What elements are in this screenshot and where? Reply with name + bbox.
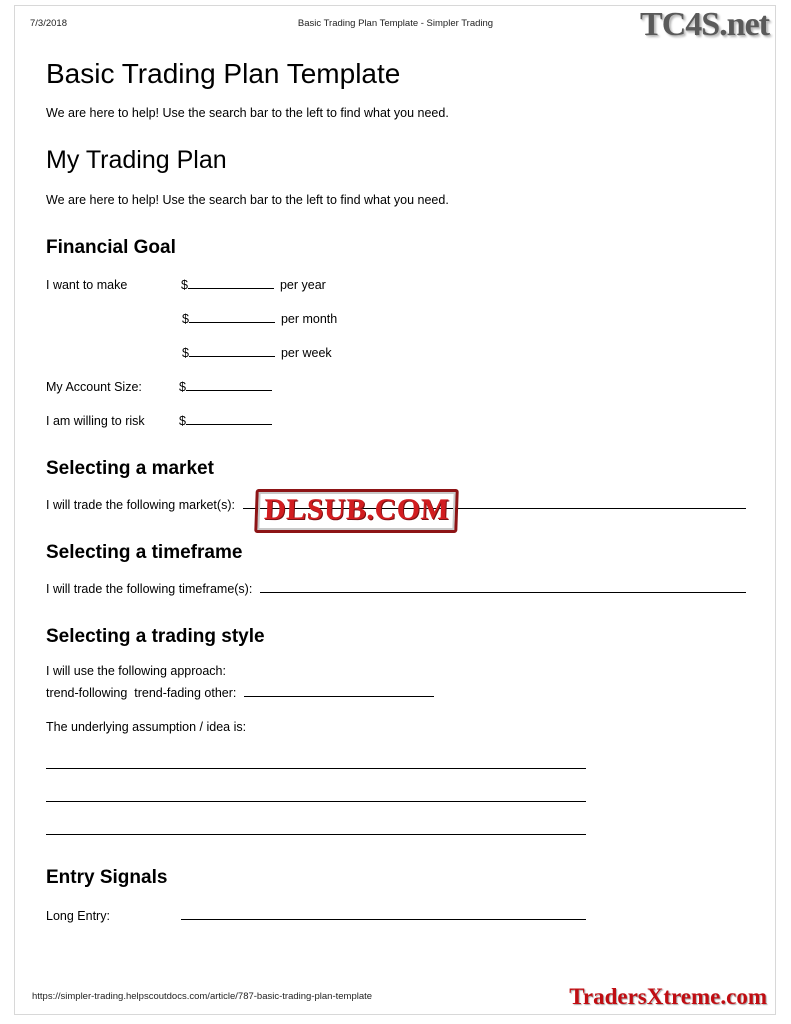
blank-line[interactable]: [189, 343, 275, 357]
field-risk-amount[interactable]: [179, 411, 272, 428]
field-income-month[interactable]: [182, 309, 275, 326]
row-risk: [46, 411, 746, 428]
field-income-year[interactable]: [181, 275, 274, 292]
label-per-year: per year: [279, 278, 326, 292]
label-timeframe: I will trade the following timeframe(s):: [46, 582, 253, 596]
section-title-my-trading-plan: My Trading Plan: [46, 146, 227, 174]
label-account-size: My Account Size:: [46, 380, 142, 394]
dollar-sign: $: [182, 346, 189, 360]
field-income-week[interactable]: [182, 343, 275, 360]
label-willing-to-risk: I am willing to risk: [46, 414, 145, 428]
label-approach: I will use the following approach:: [46, 664, 226, 678]
intro-text: We are here to help! Use the search bar to the left to find what you need.: [46, 106, 449, 120]
row-account-size: [46, 377, 746, 394]
field-assumption-line-1[interactable]: [46, 768, 586, 769]
dollar-sign: $: [182, 312, 189, 326]
field-assumption-line-2[interactable]: [46, 801, 586, 802]
label-assumption: The underlying assumption / idea is:: [46, 720, 247, 734]
tc4s-watermark: TC4S.net: [640, 6, 769, 43]
dollar-sign: $: [179, 414, 186, 428]
heading-selecting-a-timeframe: Selecting a timeframe: [46, 542, 243, 563]
blank-line[interactable]: [189, 309, 275, 323]
label-per-week: per week: [280, 346, 332, 360]
row-approach-options: [46, 684, 746, 700]
label-market: I will trade the following market(s):: [46, 498, 235, 512]
label-long-entry: Long Entry:: [46, 909, 110, 923]
row-income-per-week: [46, 343, 746, 360]
row-income-per-month: [46, 309, 746, 326]
blank-line[interactable]: [186, 377, 272, 391]
page-title: Basic Trading Plan Template: [46, 58, 401, 89]
field-approach-other[interactable]: [244, 684, 434, 697]
heading-selecting-a-market: Selecting a market: [46, 458, 214, 479]
label-approach-options: trend-following trend-fading other:: [46, 686, 237, 700]
row-timeframe: [46, 580, 746, 596]
dlsub-watermark: DLSUB.COM: [254, 489, 459, 533]
blank-line[interactable]: [186, 411, 272, 425]
row-long-entry: [46, 907, 746, 923]
field-long-entry[interactable]: [181, 907, 586, 920]
heading-entry-signals: Entry Signals: [46, 867, 168, 888]
field-assumption-line-3[interactable]: [46, 834, 586, 835]
footer-url: https://simpler-trading.helpscoutdocs.com/article/787-basic-trading-plan-template: [32, 991, 373, 1002]
heading-financial-goal: Financial Goal: [46, 237, 176, 258]
tradersxtreme-watermark: TradersXtreme.com: [569, 984, 767, 1009]
field-account-size[interactable]: [179, 377, 272, 394]
label-per-month: per month: [280, 312, 338, 326]
label-i-want-to-make: I want to make: [46, 278, 128, 292]
print-date: 7/3/2018: [30, 18, 67, 29]
heading-selecting-a-trading-style: Selecting a trading style: [46, 626, 265, 647]
print-title: Basic Trading Plan Template - Simpler Trading: [297, 18, 494, 29]
blank-line[interactable]: [188, 275, 274, 289]
field-timeframe[interactable]: [260, 580, 746, 593]
row-income-per-year: [46, 275, 746, 292]
dollar-sign: $: [179, 380, 186, 394]
subtitle-intro-text: We are here to help! Use the search bar to the left to find what you need.: [46, 193, 449, 207]
dollar-sign: $: [181, 278, 188, 292]
